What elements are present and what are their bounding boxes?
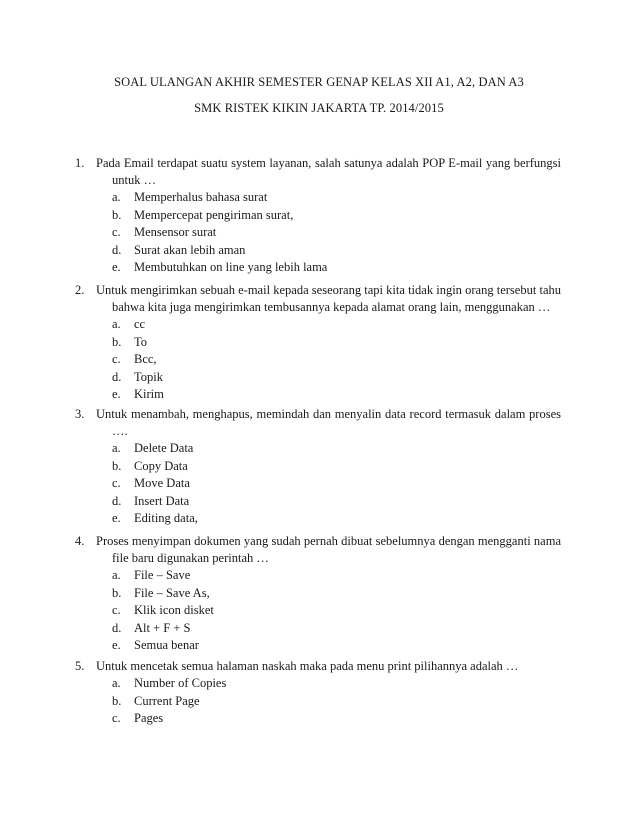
question-text-continued: untuk … — [112, 173, 157, 187]
option-text: cc — [134, 317, 146, 331]
question-text: Pada Email terdapat suatu system layanan, salah satunya adalah POP E-mail yang berfungsi — [96, 156, 561, 170]
option-letter: d. — [112, 493, 122, 508]
question-text-continued: bahwa kita juga mengirimkan tembusannya kepada alamat orang lain, menggunakan … — [112, 300, 551, 314]
option-b — [75, 458, 565, 476]
option-letter: c. — [112, 476, 121, 490]
option-d — [75, 620, 565, 638]
option-a — [75, 567, 565, 585]
options-list — [75, 316, 565, 404]
option-letter: c. — [112, 711, 121, 725]
option-letter: a. — [112, 676, 121, 690]
question-number: 2. — [75, 283, 85, 297]
question-3 — [75, 406, 565, 528]
option-letter: c. — [112, 352, 121, 366]
option-letter: e. — [112, 511, 121, 525]
option-text: Topik — [134, 369, 163, 384]
option-text: File – Save — [134, 568, 191, 582]
option-e — [75, 386, 565, 404]
option-text: Delete Data — [134, 441, 194, 455]
option-c — [75, 475, 565, 493]
option-letter: c. — [112, 225, 121, 239]
options-list — [75, 189, 565, 277]
option-text: To — [134, 334, 148, 349]
option-b — [75, 585, 565, 603]
question-number: 5. — [75, 659, 85, 673]
option-c — [75, 602, 565, 620]
question-text-continued: file baru digunakan perintah … — [112, 551, 269, 565]
option-letter: e. — [112, 638, 121, 652]
question-line — [75, 533, 565, 550]
option-text: Bcc, — [134, 352, 157, 366]
document-subtitle: SMK RISTEK KIKIN JAKARTA TP. 2014/2015 — [194, 101, 444, 115]
option-c — [75, 351, 565, 369]
option-e — [75, 510, 565, 528]
option-d — [75, 493, 565, 511]
question-5 — [75, 658, 565, 728]
option-letter: e. — [112, 387, 121, 401]
question-line — [75, 658, 565, 675]
option-text: Klik icon disket — [134, 603, 214, 617]
option-letter: b. — [112, 693, 122, 708]
option-d — [75, 369, 565, 387]
option-text: File – Save As, — [134, 585, 210, 600]
question-text: Untuk menambah, menghapus, memindah dan menyalin data record termasuk dalam proses — [96, 407, 561, 421]
option-text: Alt + F + S — [134, 620, 191, 635]
option-text: Membutuhkan on line yang lebih lama — [134, 260, 328, 274]
question-line — [75, 299, 565, 316]
option-text: Number of Copies — [134, 676, 227, 690]
option-text: Copy Data — [134, 458, 188, 473]
options-list — [75, 440, 565, 528]
option-b — [75, 693, 565, 711]
question-line — [75, 550, 565, 567]
question-text: Proses menyimpan dokumen yang sudah pernah dibuat sebelumnya dengan mengganti nama — [96, 534, 561, 548]
option-letter: d. — [112, 369, 122, 384]
question-4 — [75, 533, 565, 655]
option-text: Semua benar — [134, 638, 199, 652]
option-c — [75, 710, 565, 728]
question-text-continued: …. — [112, 424, 128, 438]
option-letter: c. — [112, 603, 121, 617]
question-text: Untuk mengirimkan sebuah e-mail kepada seseorang tapi kita tidak ingin orang tersebut tahu — [96, 283, 561, 297]
option-a — [75, 440, 565, 458]
question-line — [75, 423, 565, 440]
option-text: Surat akan lebih aman — [134, 242, 246, 257]
option-letter: a. — [112, 317, 121, 331]
option-letter: d. — [112, 620, 122, 635]
option-letter: a. — [112, 568, 121, 582]
option-a — [75, 189, 565, 207]
option-letter: b. — [112, 458, 122, 473]
question-line — [75, 155, 565, 172]
option-text: Mempercepat pengiriman surat, — [134, 207, 294, 222]
options-list — [75, 675, 565, 728]
question-number: 3. — [75, 407, 85, 421]
option-text: Insert Data — [134, 493, 190, 508]
option-a — [75, 316, 565, 334]
option-a — [75, 675, 565, 693]
question-2 — [75, 282, 565, 404]
option-text: Memperhalus bahasa surat — [134, 190, 268, 204]
option-letter: b. — [112, 334, 122, 349]
question-number: 1. — [75, 156, 85, 170]
option-e — [75, 259, 565, 277]
option-letter: a. — [112, 441, 121, 455]
options-list — [75, 567, 565, 655]
option-e — [75, 637, 565, 655]
option-text: Mensensor surat — [134, 225, 217, 239]
option-text: Move Data — [134, 476, 190, 490]
document-title: SOAL ULANGAN AKHIR SEMESTER GENAP KELAS XII A1, A2, DAN A3 — [114, 75, 524, 89]
option-letter: d. — [112, 242, 122, 257]
question-line — [75, 172, 565, 189]
question-line — [75, 406, 565, 423]
question-text: Untuk mencetak semua halaman naskah maka pada menu print pilihannya adalah … — [96, 659, 519, 673]
question-line — [75, 282, 565, 299]
option-c — [75, 224, 565, 242]
option-b — [75, 207, 565, 225]
question-1 — [75, 155, 565, 277]
option-text: Editing data, — [134, 511, 198, 525]
option-text: Pages — [134, 711, 164, 725]
option-letter: b. — [112, 207, 122, 222]
option-letter: b. — [112, 585, 122, 600]
option-text: Kirim — [134, 387, 164, 401]
question-number: 4. — [75, 534, 85, 548]
option-text: Current Page — [134, 693, 200, 708]
option-letter: e. — [112, 260, 121, 274]
option-d — [75, 242, 565, 260]
option-b — [75, 334, 565, 352]
option-letter: a. — [112, 190, 121, 204]
